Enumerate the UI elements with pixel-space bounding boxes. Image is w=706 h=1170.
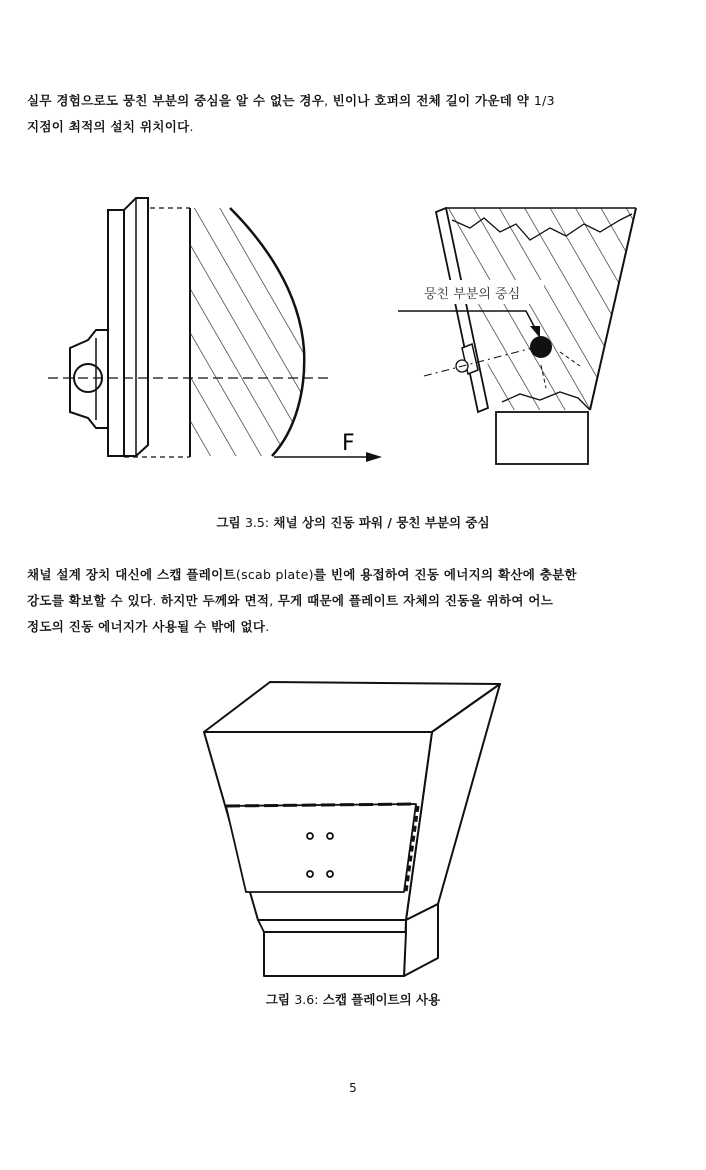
paragraph-1-line-2: 지점이 최적의 설치 위치이다. <box>27 119 194 134</box>
paragraph-2-line-2: 강도를 확보할 수 있다. 하지만 두께와 면적, 무게 때문에 플레이트 자체의 진동을 위하여 어느 <box>27 593 554 608</box>
paragraph-2-line-1: 채널 설계 장치 대신에 스캡 플레이트(scab plate)를 빈에 용접하여 진동 에너지의 확산에 충분한 <box>27 567 577 582</box>
caked-material-center-diagram <box>398 208 636 464</box>
paragraph-1-line-1: 실무 경험으로도 뭉친 부분의 중심을 알 수 없는 경우, 빈이나 호퍼의 전체 길이 가운데 약 1/3 <box>27 93 555 108</box>
page-number: 5 <box>349 1081 357 1095</box>
figure-3-5-caption: 그림 3.5: 채널 상의 진동 파워 / 뭉친 부분의 중심 <box>216 515 490 530</box>
paragraph-1 <box>27 88 679 140</box>
caked-center-label: 뭉친 부분의 중심 <box>424 287 521 302</box>
scab-plate-bin-drawing <box>204 682 500 976</box>
figure-3-5 <box>0 180 706 480</box>
figure-3-6 <box>0 670 706 990</box>
force-label: F <box>342 431 355 456</box>
channel-vibration-diagram <box>48 198 382 462</box>
paragraph-2-line-3: 정도의 진동 에너지가 사용될 수 밖에 없다. <box>27 619 270 634</box>
paragraph-2 <box>27 562 679 640</box>
figure-3-6-caption: 그림 3.6: 스캡 플레이트의 사용 <box>265 992 441 1007</box>
